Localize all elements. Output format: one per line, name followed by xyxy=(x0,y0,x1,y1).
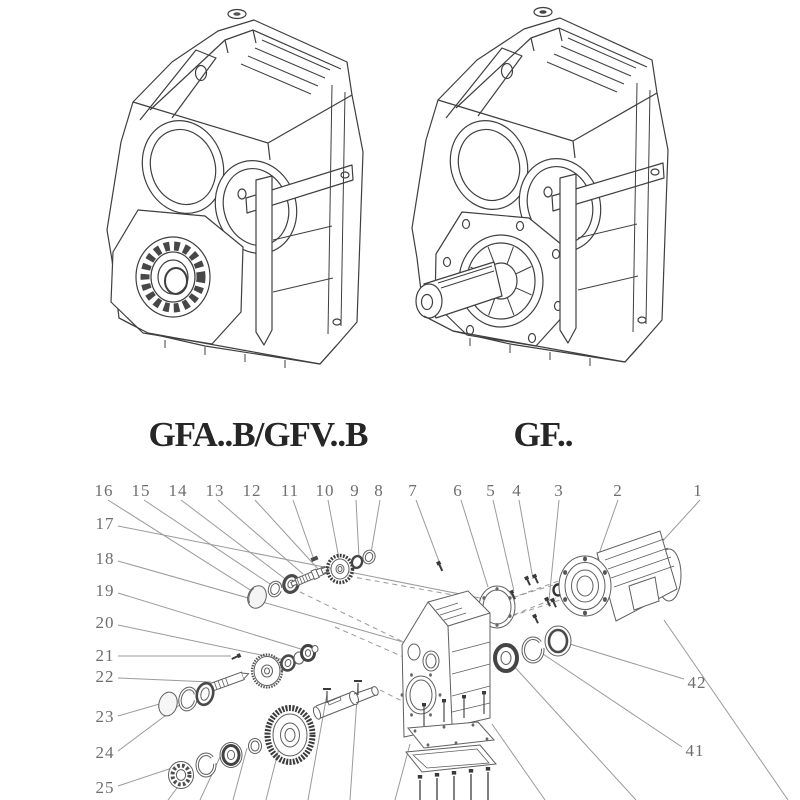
leader-line-4 xyxy=(519,500,533,579)
part-callout-18: 18 xyxy=(95,549,115,568)
oil-seal-part xyxy=(220,743,242,768)
part-callout-15: 15 xyxy=(131,481,151,500)
washer-part xyxy=(350,555,364,570)
part-callout-42: 42 xyxy=(687,673,707,692)
output-shaft-part xyxy=(312,686,379,720)
part-callout-7: 7 xyxy=(408,481,418,500)
output-bearing-part xyxy=(495,645,517,671)
leader-line-9 xyxy=(356,500,359,558)
mid-bearing-ring-part xyxy=(194,681,215,706)
part-callout-24: 24 xyxy=(95,743,115,762)
part-callout-8: 8 xyxy=(374,481,384,500)
bolt-part xyxy=(436,561,444,572)
leader-line-25 xyxy=(118,767,175,786)
low-washer-part xyxy=(249,739,262,754)
part-callout-16: 16 xyxy=(94,481,114,500)
seal-cap-part xyxy=(245,583,270,611)
housing-part xyxy=(401,591,490,737)
motor-assembly-part xyxy=(559,531,681,621)
part-callout-6: 6 xyxy=(453,481,463,500)
leader-line-17 xyxy=(118,526,490,600)
part-callout-14: 14 xyxy=(168,481,188,500)
part-callout-12: 12 xyxy=(242,481,262,500)
leader-line-14 xyxy=(181,500,288,581)
leader-line-19 xyxy=(118,593,304,650)
gearbox-front-drawing xyxy=(107,10,363,369)
part-callout-11: 11 xyxy=(280,481,300,500)
output-gear-part xyxy=(268,708,313,762)
leader-line-11 xyxy=(293,500,314,560)
part-callout-13: 13 xyxy=(205,481,225,500)
leader-line-13 xyxy=(218,500,303,574)
key-part xyxy=(310,556,318,562)
part-callout-19: 19 xyxy=(95,581,115,600)
leader-line-5 xyxy=(493,500,514,591)
leader-line-42 xyxy=(560,641,684,679)
ball-bearing-part xyxy=(169,762,194,789)
output-seal-part xyxy=(545,626,571,656)
leader-line-20 xyxy=(118,625,285,660)
part-callout-1: 1 xyxy=(693,481,703,500)
leader-line-8 xyxy=(371,500,380,553)
leader-line-23 xyxy=(118,703,163,716)
part-callout-10: 10 xyxy=(315,481,335,500)
leader-line-22 xyxy=(118,678,211,682)
part-callout-17: 17 xyxy=(95,514,115,533)
model-label-gfa-gfv: GFA..B/GFV..B xyxy=(148,415,368,454)
part-callout-23: 23 xyxy=(95,707,115,726)
helical-gear-part xyxy=(328,556,353,583)
part-callout-9: 9 xyxy=(350,481,360,500)
leader-line-6 xyxy=(461,500,488,587)
part-callout-25: 25 xyxy=(95,778,115,797)
flat-gear-part xyxy=(252,655,282,688)
mid-nut-part xyxy=(312,646,318,653)
set-bolt-part xyxy=(231,653,241,661)
part-callout-3: 3 xyxy=(554,481,564,500)
part-callout-41: 41 xyxy=(685,741,705,760)
low-snap-ring-part xyxy=(196,753,216,777)
leader-line-7 xyxy=(416,500,440,564)
output-snap-ring-part xyxy=(522,637,544,663)
cover-bolts xyxy=(418,767,490,800)
bottom-cover-part xyxy=(406,745,496,772)
part-callout-22: 22 xyxy=(95,667,115,686)
part-callout-5: 5 xyxy=(486,481,496,500)
snap-ring-part xyxy=(266,579,284,598)
small-ring-part xyxy=(361,548,377,565)
mid-seal-cap-part xyxy=(156,690,180,718)
part-callout-20: 20 xyxy=(95,613,115,632)
parts xyxy=(156,531,681,800)
part-callout-21: 21 xyxy=(95,646,115,665)
model-label-gf: GF.. xyxy=(513,415,573,454)
leader-line-41 xyxy=(537,650,682,747)
leader-line-15 xyxy=(144,500,273,586)
part-callout-4: 4 xyxy=(512,481,522,500)
gearbox-shaft-drawing xyxy=(412,8,668,367)
part-callout-2: 2 xyxy=(613,481,623,500)
